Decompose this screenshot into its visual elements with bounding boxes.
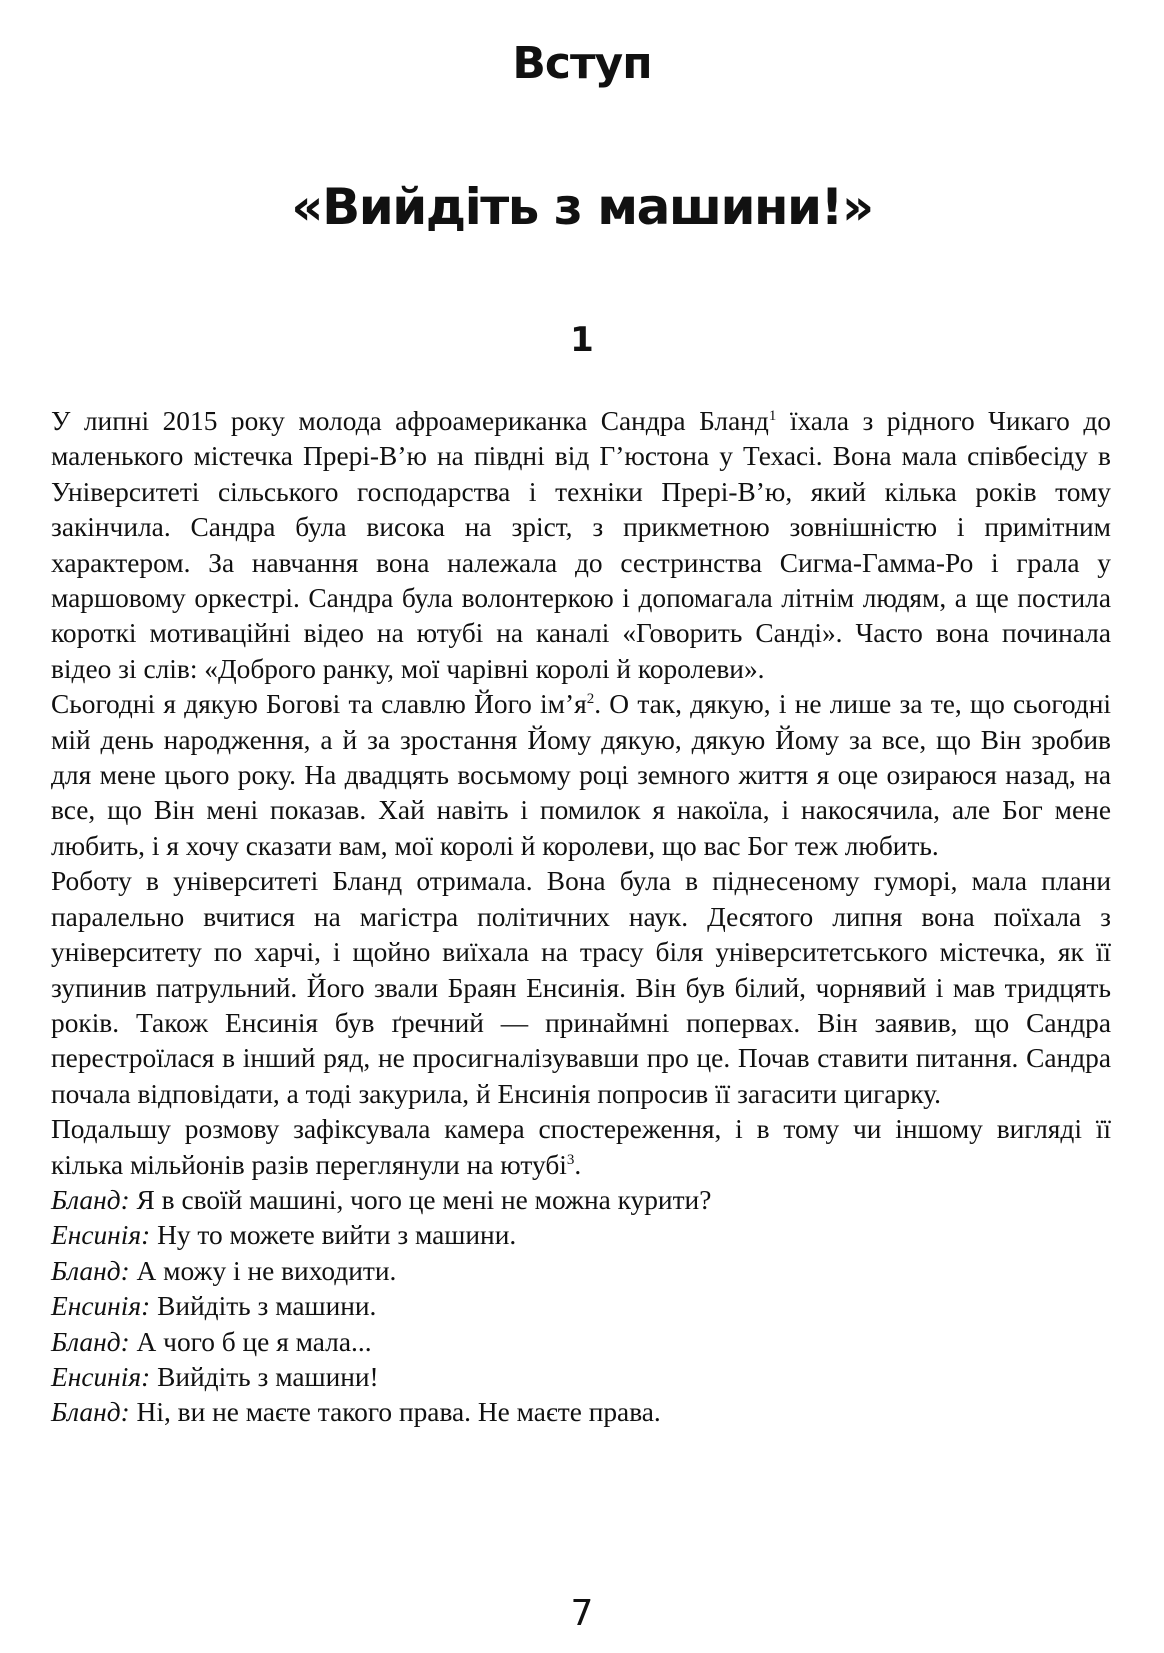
dialogue-transcript [51,1183,1111,1431]
speaker-name: Бланд: [51,1326,130,1357]
paragraph [51,864,1111,1112]
dialogue-text: Вийдіть з машини. [150,1291,377,1322]
dialogue-text: Ні, ви не маєте такого права. Не маєте права. [129,1397,661,1428]
footnote-marker: 3 [566,1151,575,1168]
footnote-marker: 1 [768,408,777,424]
speaker-name: Бланд: [51,1184,130,1215]
dialogue-text: А чого б це я мала... [129,1326,372,1357]
paragraph-text: Подальшу розмову зафіксувала камера спостереження, і в тому чи іншому вигляді її кілька мільйонів разів переглянули на ютубі [51,1114,1111,1180]
speaker-name: Бланд: [51,1397,130,1428]
dialogue-line [51,1360,1111,1395]
footnote-marker: 2 [586,691,595,708]
dialogue-line [51,1325,1111,1360]
dialogue-text: Я в своїй машині, чого це мені не можна курити? [129,1184,712,1215]
dialogue-line [51,1395,1111,1430]
chapter-title: «Вийдіть з машини!» [291,178,873,236]
paragraph-text: Сьогодні я дякую Богові та славлю Його ім’я [51,689,587,720]
dialogue-line [51,1254,1111,1289]
speaker-name: Енсинія: [51,1291,151,1322]
dialogue-text: А можу і не виходити. [129,1255,397,1286]
body-text [51,404,1111,1431]
part-number: 1 [570,320,594,360]
speaker-name: Енсинія: [51,1361,151,1392]
dialogue-text: Ну то можете вийти з машини. [150,1220,517,1251]
dialogue-line [51,1289,1111,1324]
paragraph-text: . [574,1149,582,1180]
paragraph [51,404,1111,687]
page-number: 7 [570,1593,594,1634]
dialogue-line [51,1183,1111,1218]
section-label: Вступ [512,38,652,89]
paragraph-text: їхала з рідного Чикаго до маленького містечка Прері-В’ю на півдні від Г’юстона у Техасі. Вона мала співбесіду в Університеті сільського господарства і техніки Прері-В’ю, який кілька років тому закінчила. Сандра була висока на зріст, з прикметною зовнішністю і примітним характером. За навчання вона належала до сестринства Сигма-Гамма-Ро і грала у маршовому оркестрі. Сандра була волонтеркою і допомагала літнім людям, а ще постила короткі мотиваційні відео на ютубі на каналі «Говорить Санді». Часто вона починала відео зі слів: «Доброго ранку, мої чарівні королі й королеви». [51,406,1111,684]
paragraph-text: . О так, дякую, і не лише за те, що сьогодні мій день народження, а й за зростання Йому дякую, дякую Йому за все, що Він зробив для мене цього року. На двадцять восьмому році земного життя я оце озираюся назад, на все, що Він мені показав. Хай навіть і помилок я накоїла, і накосячила, але Бог мене любить, і я хочу сказати вам, мої королі й королеви, що вас Бог теж любить. [51,689,1111,861]
speaker-name: Бланд: [51,1255,130,1286]
paragraph-text: У липні 2015 року молода афроамериканка Сандра Бланд [51,406,769,436]
paragraph [51,1112,1111,1183]
paragraph-text: Роботу в університеті Бланд отримала. Вона була в піднесеному гуморі, мала плани паралельно вчитися на магістра політичних наук. Десятого липня вона поїхала з університету по харчі, і щойно виїхала на трасу біля університетського містечка, як її зупинив патрульний. Його звали Браян Енсинія. Він був білий, чорнявий і мав тридцять років. Також Енсинія був ґречний — принаймні попервах. Він заявив, що Сандра перестроїлася в інший ряд, не просигналізувавши про це. Почав ставити питання. Сандра почала відповідати, а тоді закурила, й Енсинія попросив її загасити цигарку. [51,866,1111,1109]
dialogue-line [51,1218,1111,1253]
speaker-name: Енсинія: [51,1220,151,1251]
dialogue-text: Вийдіть з машини! [150,1361,379,1392]
quoted-paragraph [51,687,1111,864]
